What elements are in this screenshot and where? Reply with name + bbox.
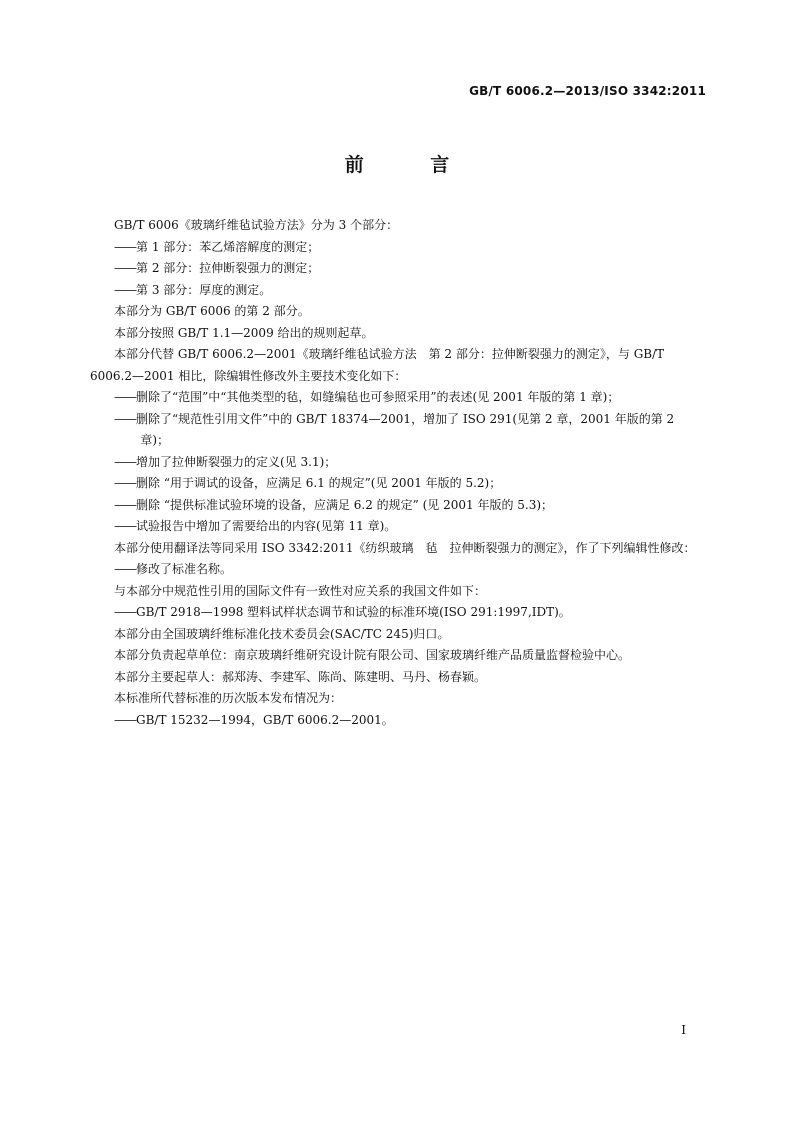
paragraph: 本部分为 GB/T 6006 的第 2 部分。: [114, 304, 310, 318]
list-item: —— 增加了拉伸断裂强力的定义(见 3.1)；: [90, 452, 706, 474]
list-item: —— 第 1 部分：苯乙烯溶解度的测定；: [90, 237, 706, 259]
paragraph: 本部分代替 GB/T 6006.2—2001《玻璃纤维毡试验方法 第 2 部分：拉伸断裂强力的测定》，与 GB/T 6006.2—2001 相比，除编辑性修改外主要技术变化如下：: [90, 347, 665, 383]
paragraph: 本部分主要起草人：郝郑涛、李建军、陈尚、陈建明、马丹、杨春颖。: [114, 669, 487, 684]
list-item: —— GB/T 15232—1994，GB/T 6006.2—2001。: [90, 710, 706, 732]
list-item: —— 试验报告中增加了需要给出的内容(见第 11 章)。: [90, 516, 706, 538]
paragraph: 本部分按照 GB/T 1.1—2009 给出的规则起草。: [114, 325, 374, 340]
list-item: —— 删除了“范围”中“其他类型的毡，如缝编毡也可参照采用”的表述(见 2001 年版的第 1 章)；: [90, 387, 706, 409]
paragraph: 本部分负责起草单位：南京玻璃纤维研究设计院有限公司、国家玻璃纤维产品质量监督检验中心。: [114, 648, 631, 662]
paragraph: 本标准所代替标准的历次版本发布情况为：: [114, 691, 343, 705]
list-item: —— 第 2 部分：拉伸断裂强力的测定；: [90, 258, 706, 280]
standard-code: GB/T 6006.2—2013/ISO 3342:2011: [469, 84, 706, 98]
paragraph: GB/T 6006《玻璃纤维毡试验方法》分为 3 个部分：: [114, 218, 399, 232]
paragraph: 与本部分中规范性引用的国际文件有一致性对应关系的我国文件如下：: [114, 583, 487, 598]
page-number: I: [681, 1023, 686, 1037]
list-item: —— 删除了“规范性引用文件”中的 GB/T 18374—2001，增加了 ISO 291(见第 2 章，2001 年版的第 2 章)；: [90, 409, 706, 452]
list-item: —— 删除 “提供标准试验环境的设备，应满足 6.2 的规定” (见 2001 年版的 5.3)；: [90, 495, 706, 517]
list-item: —— GB/T 2918—1998 塑料试样状态调节和试验的标准环境(ISO 291:1997,IDT)。: [90, 602, 706, 624]
paragraph: 本部分使用翻译法等同采用 ISO 3342:2011《纺织玻璃 毡 拉伸断裂强力的测定》，作了下列编辑性修改：: [114, 540, 696, 555]
list-item: —— 修改了标准名称。: [90, 559, 706, 581]
paragraph: 本部分由全国玻璃纤维标准化技术委员会(SAC/TC 245)归口。: [114, 626, 450, 641]
list-item: —— 第 3 部分：厚度的测定。: [90, 280, 706, 302]
foreword-body: [90, 215, 706, 731]
page-title: 前 言: [344, 154, 480, 176]
list-item: —— 删除 “用于调试的设备，应满足 6.1 的规定”(见 2001 年版的 5.2)；: [90, 473, 706, 495]
